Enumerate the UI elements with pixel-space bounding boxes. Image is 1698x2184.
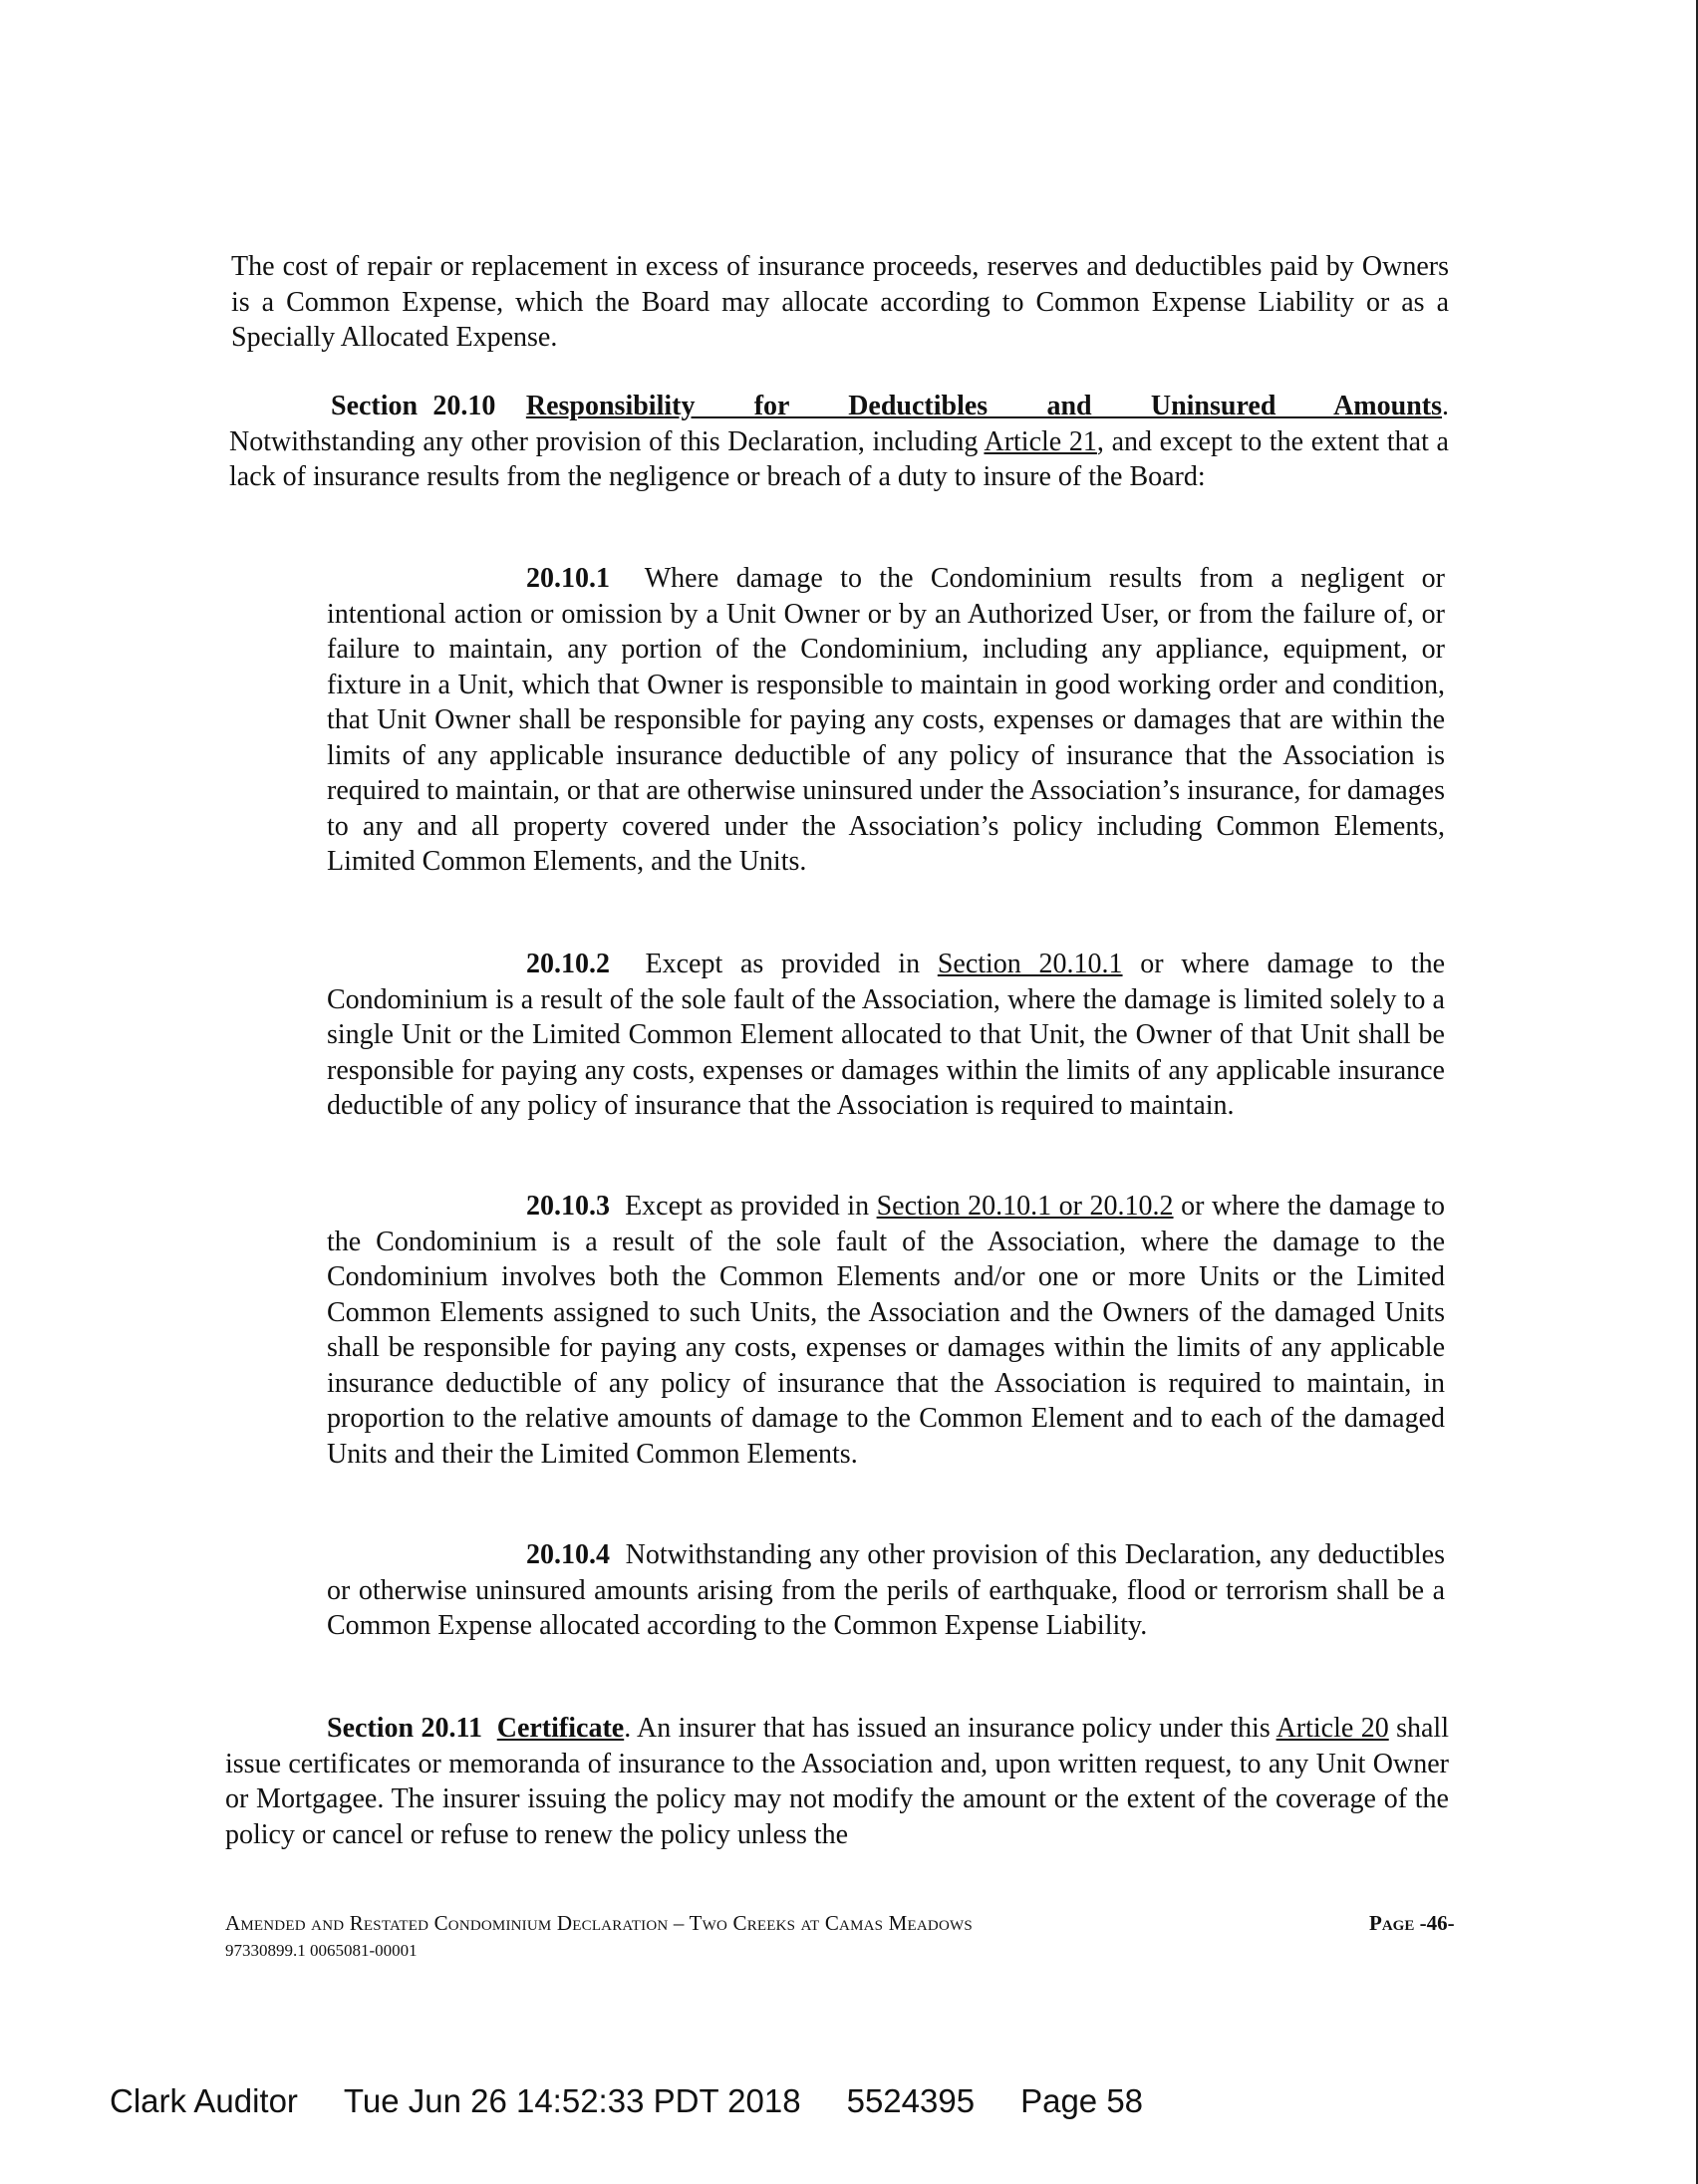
subsection-20-10-4-text: Notwithstanding any other provision of this Declaration, any deductibles or otherwise uninsured amounts arising from the perils of earthquake, flood or terrorism shall be a Common Expense allocated according to the Common Expense Liability. (327, 1539, 1445, 1641)
intro-paragraph: The cost of repair or replacement in excess of insurance proceeds, reserves and deductibles paid by Owners is a Common Expense, which the Board may allocate according to Common Expense Liability or as a Specially Allocated Expense. (231, 251, 1449, 353)
footer-document-title: Amended and Restated Condominium Declaration – Two Creeks at Camas Meadows (225, 1911, 973, 1935)
stamp-page: Page 58 (1020, 2082, 1144, 2119)
section-20-11 (225, 1711, 1449, 1852)
subsection-20-10-4-label: 20.10.4 (526, 1539, 610, 1570)
section-20-10: Section 20.10 Responsibility for Deductibles and Uninsured Amounts. Notwithstanding any other provision of this Declaration, including Article 21, and except to the extent that a lack of insurance results from the negligence or breach of a duty to insure of the Board: (229, 391, 1449, 492)
subsection-20-10-3 (327, 1189, 1445, 1472)
subsection-20-10-2-label: 20.10.2 (526, 949, 610, 979)
section-20-11-body-lead: . An insurer that has issued an insurance policy under this (624, 1713, 1271, 1744)
section-20-10-body: Notwithstanding any other provision of this Declaration, including (229, 425, 985, 457)
subsection-20-10-2-text: Except as provided in (645, 949, 938, 979)
section-20-10-1-link[interactable]: Section 20.10.1 (937, 949, 1123, 979)
subsection-20-10-4 (327, 1537, 1445, 1644)
subsection-20-10-1-label: 20.10.1 (526, 563, 610, 594)
article-21-link[interactable]: Article 21 (984, 425, 1097, 457)
section-20-11-heading: Certificate (496, 1713, 625, 1744)
subsection-20-10-3-text: Except as provided in (625, 1191, 877, 1222)
stamp-timestamp: Tue Jun 26 14:52:33 PDT 2018 (343, 2082, 801, 2119)
subsection-20-10-1-text: Where damage to the Condominium results from a negligent or intentional action or omission by a Unit Owner or by an Authorized User, or from the failure of, or failure to maintain, any portion of the Condominium, including any appliance, equipment, or fixture in a Unit, which that Owner is responsible to maintain in good working order and condition, that Unit Owner shall be responsible for paying any costs, expenses or damages that are within the limits of any applicable insurance deductible of any policy of insurance that the Association is required to maintain, or that are otherwise uninsured under the Association’s insurance, for damages to any and all property covered under the Association’s policy including Common Elements, Limited Common Elements, and the Units. (327, 563, 1445, 877)
section-20-10-body-rest: , and except to the extent that a lack of insurance results from the negligence or breach of a duty to insure of the Board: (229, 425, 1449, 492)
subsection-20-10-3-text-rest: or where the damage to the Condominium is a result of the sole fault of the Association, where the damage to the Condominium involves both the Common Elements and/or one or more Units or the Limited Common Elements assigned to such Units, the Association and the Owners of the damaged Units shall be responsible for paying any costs, expenses or damages within the limits of any applicable insurance deductible of any policy of insurance that the Association is required to maintain, in proportion to the relative amounts of damage to the Common Element and to each of the damaged Units and their the Limited Common Elements. (327, 1191, 1446, 1470)
stamp-doc-number: 5524395 (846, 2082, 976, 2119)
subsection-20-10-1 (327, 561, 1445, 880)
recording-stamp (110, 2082, 1189, 2120)
subsection-20-10-3-label: 20.10.3 (526, 1191, 610, 1222)
section-20-11-body: shall issue certificates or memoranda of insurance to the Association and, upon written request, to any Unit Owner or Mortgagee. The insurer issuing the policy may not modify the amount or the extent of the coverage of the policy or cancel or refuse to renew the policy unless the (225, 1713, 1449, 1850)
section-20-10-1-or-2-link[interactable]: Section 20.10.1 or 20.10.2 (876, 1191, 1174, 1222)
footer-page-number: Page -46- (1369, 1911, 1455, 1935)
article-20-link[interactable]: Article 20 (1275, 1713, 1389, 1744)
subsection-20-10-2 (327, 947, 1445, 1124)
subsection-20-10-2-text-rest: or where damage to the Condominium is a result of the sole fault of the Association, where the damage is limited solely to a single Unit or the Limited Common Element allocated to that Unit, the Owner of that Unit shall be responsible for paying any costs, expenses or damages within the limits of any applicable insurance deductible of any policy of insurance that the Association is required to maintain. (327, 949, 1446, 1121)
footer-document-id: 97330899.1 0065081-00001 (225, 1941, 418, 1960)
section-20-11-label: Section 20.11 (327, 1713, 482, 1744)
section-20-10-label: Section 20.10 (331, 391, 496, 421)
section-20-10-heading: Responsibility for Deductibles and Uninsured Amounts (525, 391, 1442, 421)
stamp-agency: Clark Auditor (110, 2082, 298, 2119)
